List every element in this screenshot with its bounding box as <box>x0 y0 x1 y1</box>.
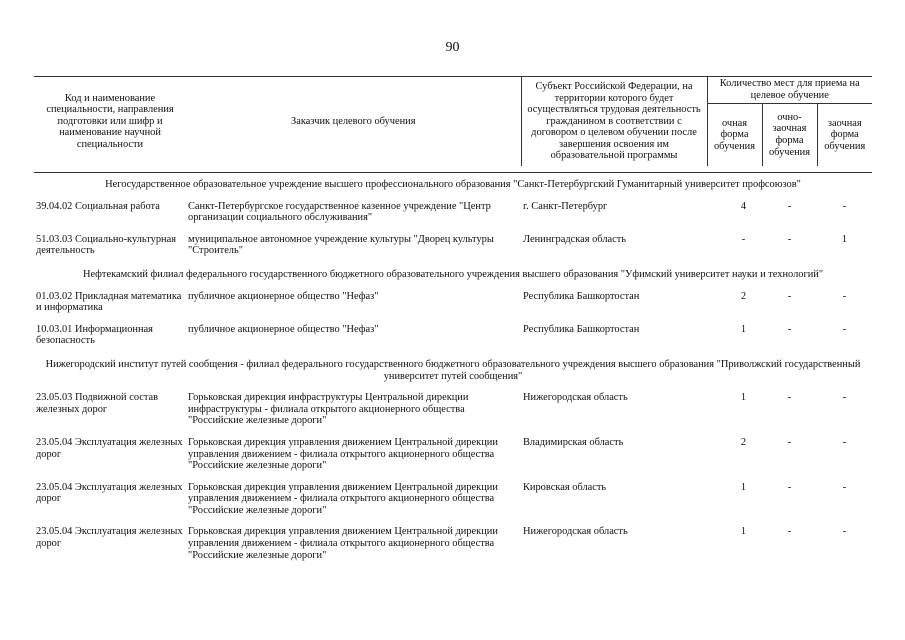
subject-cell: Владимирская область <box>523 436 624 448</box>
specialty-cell: 01.03.02 Прикладная математика и информатика <box>36 290 182 314</box>
mixed-count: - <box>787 233 792 245</box>
specialty-cell: 23.05.04 Эксплуатация железных дорог <box>36 436 183 460</box>
customer-cell: Горьковская дирекция управления движением Центральной дирекции управления движением - филиала открытого акционерного общества "Российские железные дороги" <box>188 481 498 516</box>
fulltime-count: 4 <box>740 200 747 212</box>
customer-cell: Горьковская дирекция управления движением Центральной дирекции управления движением - филиала открытого акционерного общества "Российские железные дороги" <box>188 526 498 561</box>
target-enrollment-table <box>34 76 872 567</box>
specialty-cell: 10.03.01 Информационная безопасность <box>36 323 153 347</box>
parttime-count: - <box>842 323 847 335</box>
header-mixed: очно-заочная форма обучения <box>762 104 817 167</box>
parttime-count: - <box>842 200 847 212</box>
customer-cell: публичное акционерное общество "Нефаз" <box>188 290 379 302</box>
organization-name: Негосударственное образовательное учреждение высшего профессионального образования "Санкт-Петербургский Гуманитарный университет профсоюзов" <box>105 179 801 190</box>
mixed-count: - <box>787 526 792 538</box>
specialty-cell: 23.05.03 Подвижной состав железных дорог <box>36 392 159 415</box>
subject-cell: Республика Башкортостан <box>523 290 640 302</box>
mixed-count: - <box>787 290 792 302</box>
fulltime-count: 1 <box>740 526 747 538</box>
header-subject: Субъект Российской Федерации, на территории которого будет осуществляться трудовая деятельность гражданином в соответствии с договором о целевом обучении после завершения освоения им образовательной программы <box>521 77 707 167</box>
customer-cell: Санкт-Петербургское государственное казенное учреждение "Центр организации социального обслуживания" <box>188 200 491 224</box>
customer-cell: Горьковская дирекция управления движением Центральной дирекции управления движением - филиала открытого акционерного общества "Российские железные дороги" <box>188 436 498 472</box>
specialty-cell: 23.05.04 Эксплуатация железных дорог <box>36 481 183 505</box>
fulltime-count: 1 <box>740 392 747 404</box>
fulltime-count: 2 <box>740 290 747 302</box>
fulltime-count: 1 <box>740 323 747 335</box>
specialty-cell: 23.05.04 Эксплуатация железных дорог <box>36 526 183 550</box>
mixed-count: - <box>787 323 792 335</box>
customer-cell: Горьковская дирекция инфраструктуры Центральной дирекции инфраструктуры - филиала открытого акционерного общества "Российские железные дороги" <box>188 392 469 427</box>
header-parttime: заочная форма обучения <box>817 104 872 167</box>
organization-row <box>34 353 872 388</box>
subject-cell: Нижегородская область <box>523 526 628 538</box>
table-row <box>34 287 872 320</box>
table-row <box>34 230 872 263</box>
customer-cell: публичное акционерное общество "Нефаз" <box>188 323 379 335</box>
parttime-count: - <box>842 290 847 302</box>
header-code: Код и наименование специальности, направления подготовки или шифр и наименование научной специальности <box>34 77 186 167</box>
table-row <box>34 478 872 523</box>
table-body <box>34 173 872 568</box>
mixed-count: - <box>787 200 792 212</box>
subject-cell: Нижегородская область <box>523 392 628 404</box>
specialty-cell: 39.04.02 Социальная работа <box>36 200 160 212</box>
fulltime-count: 1 <box>740 481 747 493</box>
subject-cell: Ленинградская область <box>523 233 627 245</box>
fulltime-count: - <box>741 233 746 245</box>
organization-name: Нижегородский институт путей сообщения - филиал федерального государственного бюджетного образовательного учреждения высшего образования "Приволжский государственный университет путей сообщения" <box>45 358 861 382</box>
parttime-count: - <box>842 392 847 404</box>
header-places: Количество мест для приема на целевое обучение <box>707 77 872 104</box>
specialty-cell: 51.03.03 Социально-культурная деятельность <box>36 233 176 257</box>
mixed-count: - <box>787 481 792 493</box>
parttime-count: - <box>842 481 847 493</box>
organization-row <box>34 173 872 197</box>
subject-cell: Кировская область <box>523 481 607 493</box>
fulltime-count: 2 <box>740 436 747 448</box>
organization-row <box>34 263 872 287</box>
parttime-count: - <box>842 436 847 448</box>
mixed-count: - <box>787 436 792 448</box>
table-row <box>34 388 872 433</box>
subject-cell: Республика Башкортостан <box>523 323 640 335</box>
table-row <box>34 320 872 353</box>
mixed-count: - <box>787 392 792 404</box>
table-row <box>34 197 872 230</box>
table-row <box>34 522 872 567</box>
subject-cell: г. Санкт-Петербург <box>523 200 608 212</box>
header-customer: Заказчик целевого обучения <box>186 77 521 167</box>
organization-name: Нефтекамский филиал федерального государственного бюджетного образовательного учреждения высшего образования "Уфимский университет науки и технологий" <box>82 268 824 280</box>
customer-cell: муниципальное автономное учреждение культуры "Дворец культуры "Строитель" <box>188 233 494 257</box>
parttime-count: 1 <box>841 233 848 245</box>
header-fulltime: очная форма обучения <box>707 104 762 167</box>
table-row <box>34 433 872 478</box>
page-number: 90 <box>445 40 460 55</box>
parttime-count: - <box>842 526 847 538</box>
